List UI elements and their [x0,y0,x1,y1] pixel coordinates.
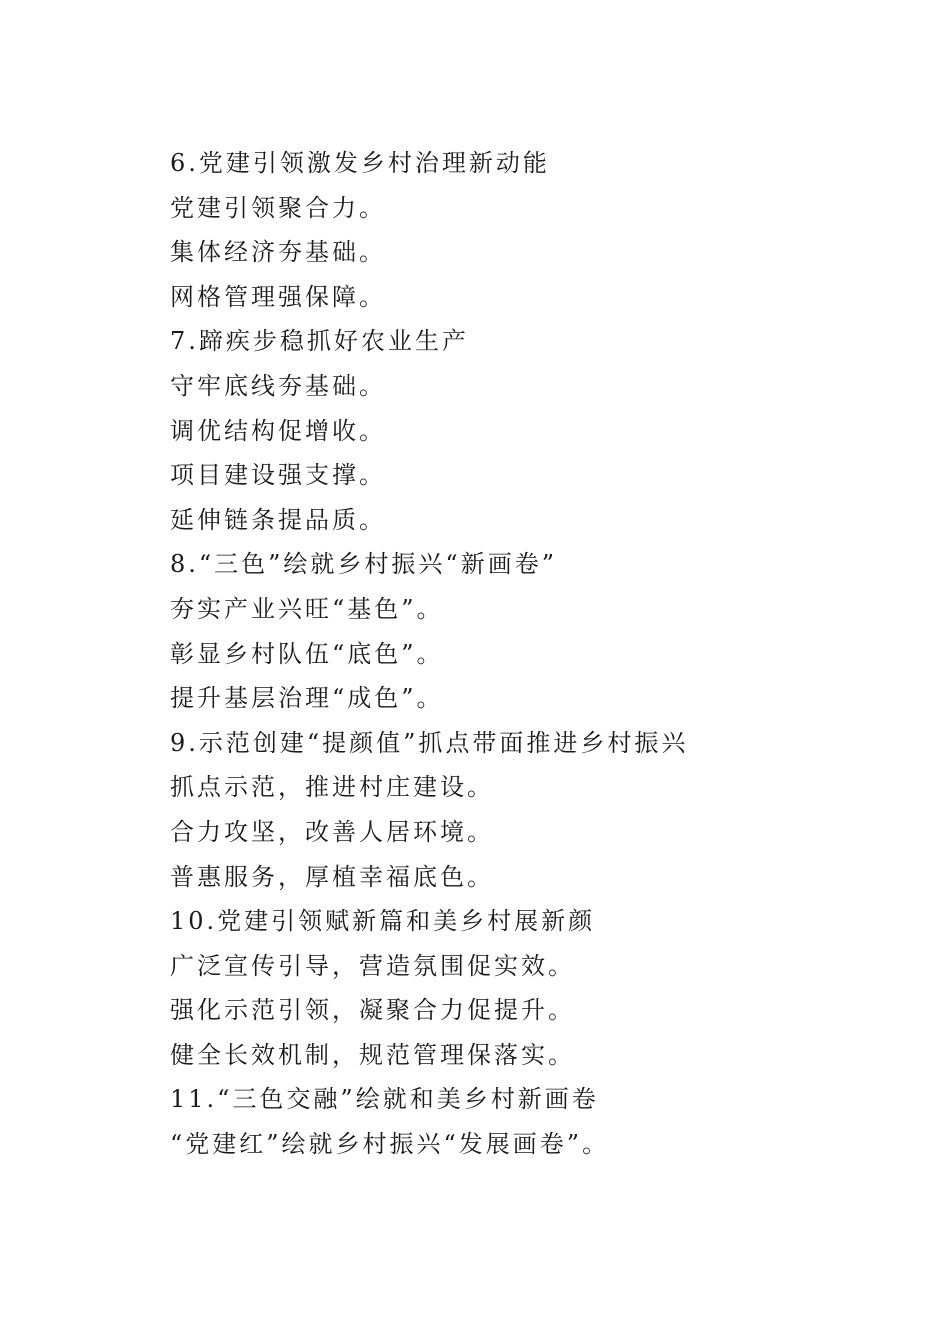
heading-7: 7.蹄疾步稳抓好农业生产 [170,327,469,356]
paragraph-line: 普惠服务，厚植幸福底色。 [170,862,494,891]
document-body [170,141,870,1167]
heading-6: 6.党建引领激发乡村治理新动能 [170,149,550,177]
paragraph-line: 广泛宣传引导，营造氛围促实效。 [170,951,575,980]
paragraph-line: 调优结构促增收。 [170,416,386,445]
heading-9: 9.示范创建“提颜值”抓点带面推进乡村振兴 [170,728,689,757]
heading-11: 11.“三色交融”绘就和美乡村新画卷 [170,1085,599,1114]
paragraph-line: 项目建设强支撑。 [170,461,386,490]
paragraph-line: 网格管理强保障。 [170,282,386,311]
paragraph-line: “党建红”绘就乡村振兴“发展画卷”。 [170,1130,610,1159]
paragraph-line: 抓点示范，推进村庄建设。 [170,773,494,802]
paragraph-line: 健全长效机制，规范管理保落实。 [170,1040,575,1069]
heading-8: 8.“三色”绘就乡村振兴“新画卷” [170,550,557,579]
paragraph-line: 守牢底线夯基础。 [170,371,386,400]
paragraph-line: 彰显乡村队伍“底色”。 [170,639,444,668]
paragraph-line: 集体经济夯基础。 [170,238,386,267]
paragraph-line: 党建引领聚合力。 [170,193,386,222]
heading-10: 10.党建引领赋新篇和美乡村展新颜 [170,907,596,936]
paragraph-line: 提升基层治理“成色”。 [170,684,444,713]
paragraph-line: 延伸链条提品质。 [170,505,386,534]
paragraph-line: 强化示范引领，凝聚合力促提升。 [170,996,575,1025]
paragraph-line: 夯实产业兴旺“基色”。 [170,594,444,623]
paragraph-line: 合力攻坚，改善人居环境。 [170,817,494,846]
